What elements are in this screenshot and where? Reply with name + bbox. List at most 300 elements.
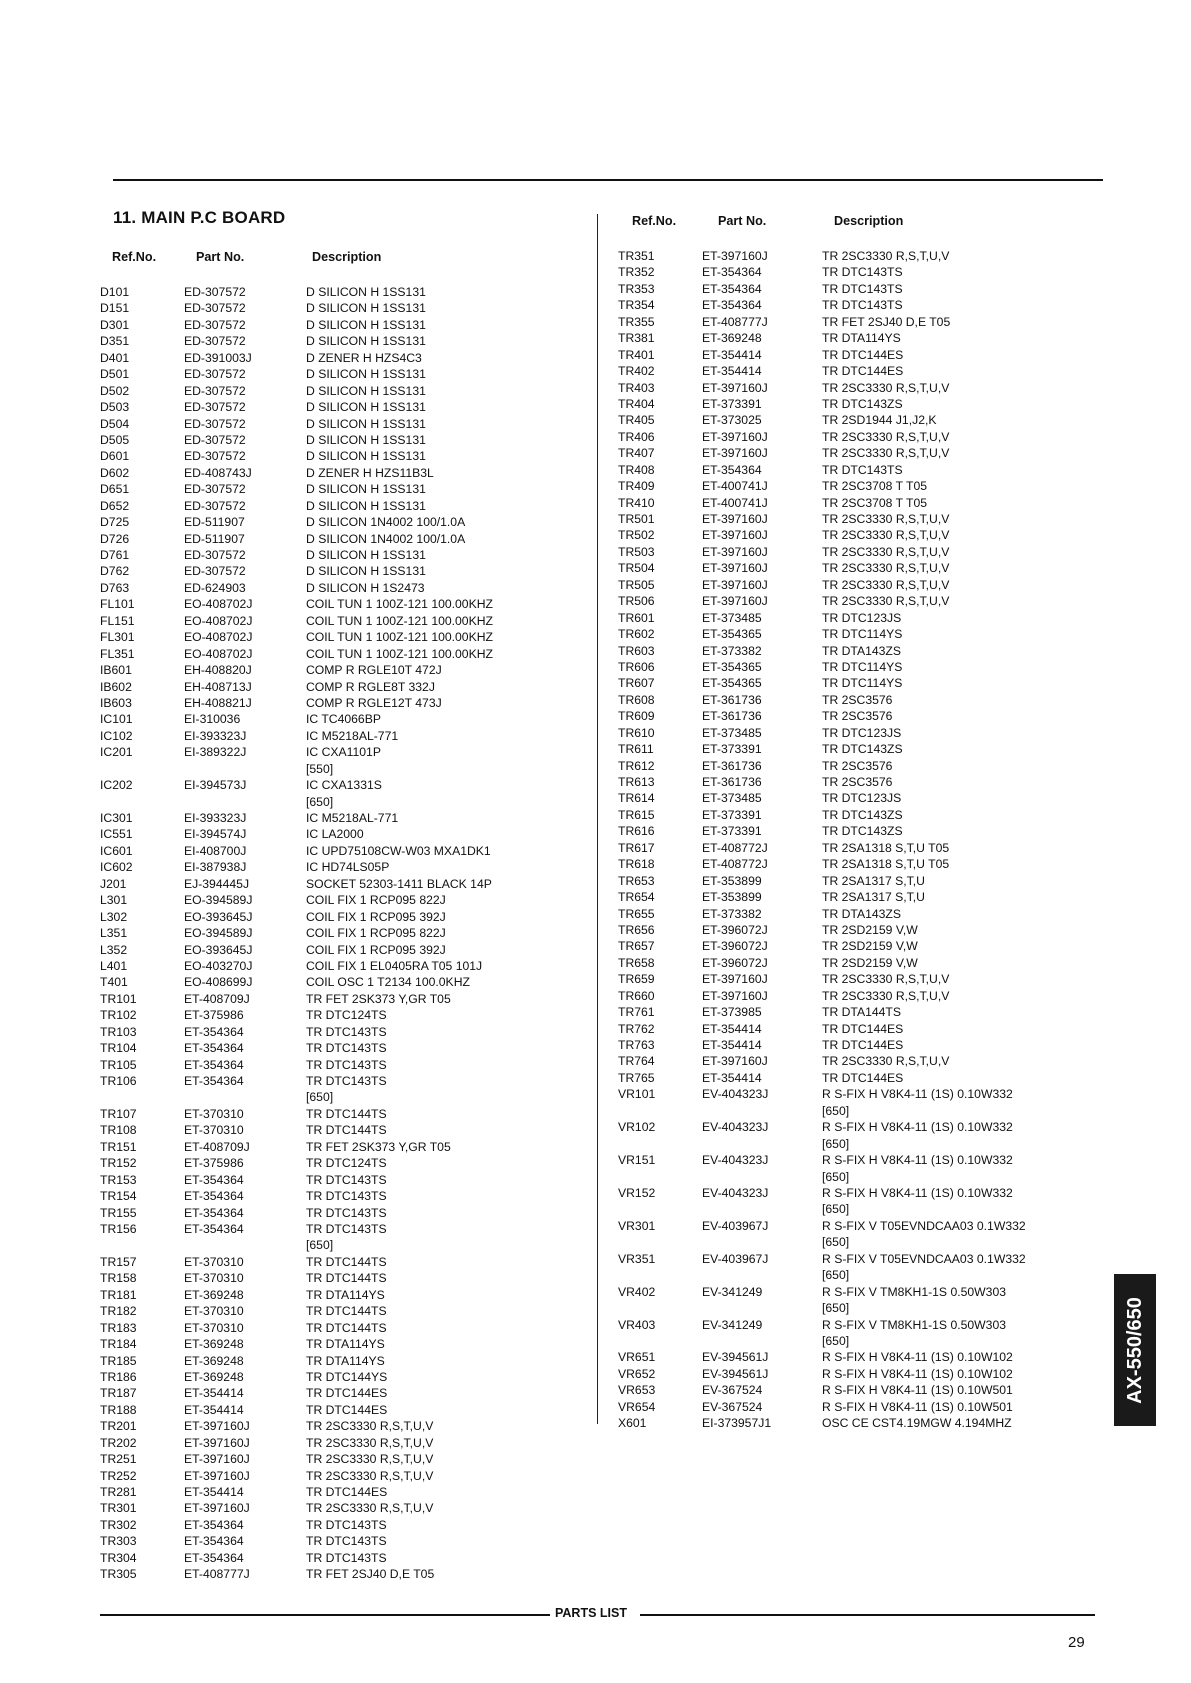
part-cell: EI-310036 <box>184 712 241 727</box>
part-cell: EV-341249 <box>702 1284 763 1299</box>
model-note: [650] <box>822 1202 850 1217</box>
table-row <box>100 711 540 727</box>
part-cell: ET-369248 <box>184 1337 244 1352</box>
desc-cell: R S-FIX H V8K4-11 (1S) 0.10W332 <box>822 1120 1013 1135</box>
desc-cell: TR DTA143ZS <box>822 906 902 921</box>
ref-cell: L301 <box>100 893 128 908</box>
table-row <box>618 527 1068 543</box>
table-row <box>100 613 540 629</box>
part-cell: ET-354414 <box>702 347 762 362</box>
part-cell: ET-397160J <box>702 544 768 559</box>
ref-cell: TR506 <box>618 594 655 609</box>
part-cell: ET-397160J <box>702 380 768 395</box>
table-row <box>100 1073 540 1106</box>
part-cell: EV-367524 <box>702 1383 763 1398</box>
desc-cell: TR DTC144ES <box>822 347 904 362</box>
table-row <box>618 1119 1068 1152</box>
part-cell: EI-408700J <box>184 843 247 858</box>
ref-cell: D762 <box>100 564 130 579</box>
ref-cell: TR505 <box>618 577 655 592</box>
desc-cell: D SILICON H 1SS131 <box>306 334 426 349</box>
table-row <box>100 942 540 958</box>
desc-cell: TR 2SD2159 V,W <box>822 939 918 954</box>
table-row <box>100 399 540 415</box>
table-row <box>100 1468 540 1484</box>
desc-cell: TR DTC143TS <box>306 1534 387 1549</box>
ref-cell: TR616 <box>618 824 655 839</box>
part-cell: EV-404323J <box>702 1087 769 1102</box>
part-cell: ET-397160J <box>702 249 768 263</box>
ref-cell: TR202 <box>100 1435 137 1450</box>
model-note: [650] <box>822 1268 850 1283</box>
table-row <box>618 741 1068 757</box>
desc-cell: IC HD74LS05P <box>306 860 390 875</box>
part-cell: EO-393645J <box>184 942 253 957</box>
ref-cell: TR181 <box>100 1287 137 1302</box>
table-row <box>100 1205 540 1221</box>
desc-cell: TR 2SC3576 <box>822 775 893 789</box>
part-cell: ET-354364 <box>184 1550 244 1565</box>
ref-cell: IC602 <box>100 860 133 875</box>
part-cell: EI-393323J <box>184 811 247 826</box>
ref-cell: TR186 <box>100 1369 137 1384</box>
ref-cell: TR606 <box>618 659 655 674</box>
ref-cell: TR764 <box>618 1054 655 1069</box>
model-note: [650] <box>306 794 334 809</box>
part-cell: ET-354414 <box>184 1386 244 1401</box>
desc-cell: TR DTC143ZS <box>822 742 903 757</box>
table-row <box>100 366 540 382</box>
table-row <box>100 1320 540 1336</box>
section-title: 11. MAIN P.C BOARD <box>113 208 286 227</box>
part-cell: ET-397160J <box>702 512 768 526</box>
part-cell: ET-396072J <box>702 939 768 954</box>
desc-cell: TR 2SC3330 R,S,T,U,V <box>306 1419 434 1434</box>
table-row <box>618 1004 1068 1020</box>
part-cell: ET-369248 <box>184 1353 244 1368</box>
part-cell: ET-375986 <box>184 1156 244 1171</box>
table-row <box>618 1399 1068 1415</box>
part-cell: EV-404323J <box>702 1120 769 1135</box>
desc-cell: TR DTC144ES <box>306 1402 388 1417</box>
desc-cell: TR 2SC3330 R,S,T,U,V <box>822 577 950 592</box>
table-row <box>618 725 1068 741</box>
table-row <box>100 498 540 514</box>
desc-cell: TR DTC143TS <box>306 1517 387 1532</box>
desc-cell: TR DTC144TS <box>306 1123 387 1138</box>
table-row <box>618 495 1068 511</box>
part-cell: ED-307572 <box>184 432 246 447</box>
part-cell: ET-354364 <box>702 462 762 477</box>
desc-cell: IC LA2000 <box>306 827 364 842</box>
desc-cell: COIL FIX 1 EL0405RA T05 101J <box>306 958 483 973</box>
table-row <box>100 1057 540 1073</box>
part-cell: ET-397160J <box>702 1054 768 1069</box>
ref-cell: D501 <box>100 367 130 382</box>
table-row <box>100 1139 540 1155</box>
table-row <box>618 922 1068 938</box>
part-cell: ET-361736 <box>702 709 762 724</box>
ref-cell: L352 <box>100 942 128 957</box>
part-cell: ET-370310 <box>184 1320 244 1335</box>
ref-cell: TR188 <box>100 1402 137 1417</box>
table-row <box>100 1435 540 1451</box>
ref-cell: D761 <box>100 548 130 562</box>
desc-cell: TR 2SC3330 R,S,T,U,V <box>822 249 950 263</box>
desc-cell: TR DTC143TS <box>306 1189 387 1204</box>
part-cell: ET-375986 <box>184 1008 244 1023</box>
ref-cell: TR303 <box>100 1534 137 1549</box>
ref-cell: TR252 <box>100 1468 137 1483</box>
table-row <box>618 1185 1068 1218</box>
ref-cell: L302 <box>100 909 128 924</box>
ref-cell: TR762 <box>618 1021 655 1036</box>
part-cell: ET-373382 <box>702 906 762 921</box>
table-row <box>618 1218 1068 1251</box>
part-cell: ET-396072J <box>702 922 768 937</box>
desc-cell: COMP R RGLE12T 473J <box>306 695 442 710</box>
part-cell: ED-307572 <box>184 482 246 497</box>
table-row <box>618 1366 1068 1382</box>
desc-cell: TR 2SC3330 R,S,T,U,V <box>306 1468 434 1483</box>
ref-cell: FL151 <box>100 613 135 628</box>
desc-cell: TR DTA114YS <box>306 1353 385 1368</box>
table-row <box>100 1172 540 1188</box>
ref-cell: TR183 <box>100 1320 137 1335</box>
desc-cell: TR DTC123JS <box>822 610 902 625</box>
desc-cell: TR DTC143TS <box>306 1057 387 1072</box>
part-cell: ET-370310 <box>184 1271 244 1286</box>
part-cell: ED-511907 <box>184 531 245 546</box>
desc-cell: D SILICON H 1SS131 <box>306 432 426 447</box>
table-row <box>100 991 540 1007</box>
desc-cell: TR DTC123JS <box>822 791 902 806</box>
table-row <box>100 465 540 481</box>
ref-cell: X601 <box>618 1416 647 1431</box>
part-cell: ET-354365 <box>702 659 762 674</box>
ref-cell: TR301 <box>100 1501 137 1516</box>
table-row <box>618 478 1068 494</box>
table-row <box>618 774 1068 790</box>
table-row <box>618 675 1068 691</box>
part-cell: ED-307572 <box>184 367 246 382</box>
ref-cell: VR403 <box>618 1317 656 1332</box>
part-cell: EO-393645J <box>184 909 253 924</box>
part-cell: EO-408699J <box>184 975 253 990</box>
part-cell: ET-354364 <box>702 298 762 313</box>
desc-cell: TR DTC143TS <box>306 1074 387 1089</box>
part-cell: ET-361736 <box>702 775 762 789</box>
desc-cell: D SILICON H 1SS131 <box>306 416 426 431</box>
table-row <box>100 1024 540 1040</box>
desc-cell: TR 2SA1317 S,T,U <box>822 890 925 905</box>
ref-cell: TR355 <box>618 314 655 329</box>
ref-cell: D503 <box>100 400 130 415</box>
desc-cell: TR 2SC3576 <box>822 692 893 707</box>
desc-cell: TR DTC144YS <box>306 1369 388 1384</box>
ref-cell: TR107 <box>100 1106 137 1121</box>
part-cell: ET-370310 <box>184 1304 244 1319</box>
desc-cell: TR 2SC3330 R,S,T,U,V <box>822 528 950 543</box>
part-cell: ET-408772J <box>702 857 768 872</box>
model-note: [650] <box>822 1301 850 1316</box>
part-cell: ET-397160J <box>702 594 768 609</box>
table-row <box>100 958 540 974</box>
part-cell: EV-403967J <box>702 1251 769 1266</box>
ref-cell: TR354 <box>618 298 655 313</box>
model-label: AX-550/650 <box>1123 1296 1146 1404</box>
part-cell: ET-408709J <box>184 1139 250 1154</box>
part-cell: EO-408702J <box>184 630 253 645</box>
table-row <box>100 662 540 678</box>
part-cell: ET-354364 <box>702 265 762 280</box>
desc-cell: TR FET 2SK373 Y,GR T05 <box>306 991 451 1006</box>
ref-cell: TR106 <box>100 1074 137 1089</box>
part-cell: EV-341249 <box>702 1317 763 1332</box>
desc-cell: TR 2SA1318 S,T,U T05 <box>822 840 950 855</box>
table-row <box>618 281 1068 297</box>
parts-table-left <box>100 250 540 1583</box>
ref-cell: TR104 <box>100 1041 137 1056</box>
ref-cell: TR615 <box>618 807 655 822</box>
desc-cell: COMP R RGLE8T 332J <box>306 679 435 694</box>
ref-cell: TR654 <box>618 890 655 905</box>
desc-cell: TR DTC124TS <box>306 1008 387 1023</box>
part-cell: ET-354365 <box>702 627 762 642</box>
page-number: 29 <box>1068 1634 1085 1651</box>
ref-cell: IC301 <box>100 811 133 826</box>
table-row <box>100 728 540 744</box>
ref-cell: VR152 <box>618 1185 656 1200</box>
table-row <box>618 347 1068 363</box>
ref-cell: L401 <box>100 958 128 973</box>
ref-cell: TR157 <box>100 1254 137 1269</box>
table-row <box>618 363 1068 379</box>
part-cell: ED-307572 <box>184 449 246 464</box>
table-row <box>100 563 540 579</box>
ref-cell: IC101 <box>100 712 133 727</box>
table-row <box>100 843 540 859</box>
part-cell: EO-394589J <box>184 893 253 908</box>
desc-cell: D SILICON H 1SS131 <box>306 498 426 513</box>
desc-cell: COIL FIX 1 RCP095 822J <box>306 893 446 908</box>
ref-cell: VR102 <box>618 1120 656 1135</box>
ref-cell: IC551 <box>100 827 133 842</box>
part-cell: ET-408777J <box>702 314 768 329</box>
table-row <box>100 547 540 563</box>
table-row <box>618 314 1068 330</box>
desc-cell: TR DTC143TS <box>306 1172 387 1187</box>
desc-cell: SOCKET 52303-1411 BLACK 14P <box>306 876 492 891</box>
desc-cell: TR DTC144TS <box>306 1254 387 1269</box>
table-row <box>618 412 1068 428</box>
desc-cell: D SILICON H 1SS131 <box>306 449 426 464</box>
desc-cell: TR DTC144ES <box>822 1021 904 1036</box>
table-row <box>100 646 540 662</box>
desc-cell: TR DTC143TS <box>306 1041 387 1056</box>
part-cell: ET-397160J <box>184 1468 250 1483</box>
desc-cell: TR 2SC3330 R,S,T,U,V <box>306 1501 434 1516</box>
table-row <box>618 971 1068 987</box>
table-row <box>100 514 540 530</box>
desc-cell: TR DTC143TS <box>822 298 903 313</box>
ref-cell: TR304 <box>100 1550 137 1565</box>
ref-cell: VR651 <box>618 1350 656 1365</box>
ref-cell: TR503 <box>618 544 655 559</box>
desc-cell: COIL TUN 1 100Z-121 100.00KHZ <box>306 597 493 612</box>
ref-cell: TR502 <box>618 528 655 543</box>
ref-cell: IC601 <box>100 843 133 858</box>
ref-cell: VR151 <box>618 1153 656 1168</box>
table-row <box>100 826 540 842</box>
desc-cell: D SILICON H 1S2473 <box>306 580 425 595</box>
desc-cell: TR FET 2SK373 Y,GR T05 <box>306 1139 451 1154</box>
desc-cell: D SILICON H 1SS131 <box>306 301 426 316</box>
part-cell: ET-354364 <box>702 281 762 296</box>
left-rows <box>100 284 540 1583</box>
ref-cell: TR610 <box>618 725 655 740</box>
ref-cell: D351 <box>100 334 130 349</box>
part-cell: ET-354414 <box>184 1402 244 1417</box>
ref-cell: TR154 <box>100 1189 137 1204</box>
table-row <box>100 531 540 547</box>
ref-cell: TR152 <box>100 1156 137 1171</box>
table-row <box>100 1500 540 1516</box>
table-row <box>100 350 540 366</box>
part-cell: ET-373025 <box>702 413 762 428</box>
ref-cell: TR184 <box>100 1337 137 1352</box>
part-cell: ET-369248 <box>184 1369 244 1384</box>
table-row <box>100 1106 540 1122</box>
part-cell: ET-354414 <box>702 1021 762 1036</box>
ref-cell: VR351 <box>618 1251 656 1266</box>
desc-cell: TR 2SC3330 R,S,T,U,V <box>306 1452 434 1467</box>
table-row <box>618 1317 1068 1350</box>
desc-cell: R S-FIX V TM8KH1-1S 0.50W303 <box>822 1284 1007 1299</box>
desc-cell: R S-FIX V T05EVNDCAA03 0.1W332 <box>822 1218 1026 1233</box>
table-row <box>618 873 1068 889</box>
table-row <box>618 1152 1068 1185</box>
desc-cell: R S-FIX H V8K4-11 (1S) 0.10W102 <box>822 1366 1013 1381</box>
desc-cell: TR 2SD2159 V,W <box>822 955 918 970</box>
desc-cell: TR DTC144ES <box>306 1386 388 1401</box>
table-row <box>618 610 1068 626</box>
ref-cell: TR611 <box>618 742 654 757</box>
desc-cell: D ZENER H HZS11B3L <box>306 465 434 480</box>
desc-cell: COIL FIX 1 RCP095 822J <box>306 926 446 941</box>
ref-cell: IC201 <box>100 745 133 760</box>
ref-cell: TR765 <box>618 1070 655 1085</box>
table-row <box>618 330 1068 346</box>
desc-cell: D SILICON H 1SS131 <box>306 400 426 415</box>
table-row <box>618 807 1068 823</box>
desc-cell: COIL FIX 1 RCP095 392J <box>306 909 446 924</box>
desc-cell: TR DTC143TS <box>306 1550 387 1565</box>
model-note: [650] <box>822 1235 850 1250</box>
desc-cell: TR 2SC3330 R,S,T,U,V <box>822 972 950 987</box>
table-row <box>618 823 1068 839</box>
desc-cell: TR 2SD1944 J1,J2,K <box>822 413 937 428</box>
ref-cell: TR102 <box>100 1008 137 1023</box>
desc-cell: D SILICON H 1SS131 <box>306 367 426 382</box>
part-cell: ET-354364 <box>184 1221 244 1236</box>
desc-cell: R S-FIX H V8K4-11 (1S) 0.10W501 <box>822 1399 1013 1414</box>
ref-cell: VR654 <box>618 1399 656 1414</box>
ref-cell: TR612 <box>618 758 655 773</box>
desc-cell: TR DTA114YS <box>822 331 901 346</box>
header-ref: Ref.No. <box>632 214 677 228</box>
part-cell: EI-387938J <box>184 860 247 875</box>
table-row <box>618 248 1068 264</box>
ref-cell: VR652 <box>618 1366 656 1381</box>
ref-cell: D652 <box>100 498 130 513</box>
desc-cell: D SILICON H 1SS131 <box>306 285 426 299</box>
desc-cell: COIL TUN 1 100Z-121 100.00KHZ <box>306 630 493 645</box>
desc-cell: TR 2SC3708 T T05 <box>822 495 928 510</box>
ref-cell: IB603 <box>100 695 132 710</box>
ref-cell: TR401 <box>618 347 655 362</box>
part-cell: ET-373391 <box>702 824 762 839</box>
ref-cell: L351 <box>100 926 128 941</box>
ref-cell: TR407 <box>618 446 655 461</box>
table-row <box>618 988 1068 1004</box>
table-row <box>100 876 540 892</box>
desc-cell: TR DTC143TS <box>822 462 903 477</box>
table-row <box>100 1221 540 1254</box>
header-desc: Description <box>312 250 382 264</box>
desc-cell: OSC CE CST4.19MGW 4.194MHZ <box>822 1416 1012 1431</box>
table-row <box>618 1349 1068 1365</box>
footer-label: PARTS LIST <box>555 1606 627 1620</box>
part-cell: EI-394574J <box>184 827 247 842</box>
part-cell: ET-354364 <box>184 1074 244 1089</box>
part-cell: EI-393323J <box>184 728 247 743</box>
ref-cell: TR353 <box>618 281 655 296</box>
desc-cell: TR DTC114YS <box>822 676 903 691</box>
model-note: [650] <box>822 1136 850 1151</box>
table-row <box>100 1550 540 1566</box>
part-cell: ET-397160J <box>184 1452 250 1467</box>
header-part: Part No. <box>196 250 245 264</box>
desc-cell: TR 2SC3330 R,S,T,U,V <box>822 544 950 559</box>
ref-cell: D151 <box>100 301 130 316</box>
ref-cell: TR158 <box>100 1271 137 1286</box>
desc-cell: D ZENER H HZS4C3 <box>306 350 422 365</box>
part-cell: ET-354365 <box>702 676 762 691</box>
part-cell: ED-307572 <box>184 285 246 299</box>
part-cell: EO-403270J <box>184 958 253 973</box>
desc-cell: TR DTC144ES <box>822 1070 904 1085</box>
desc-cell: TR FET 2SJ40 D,E T05 <box>306 1567 435 1582</box>
part-cell: ET-396072J <box>702 955 768 970</box>
part-cell: ED-307572 <box>184 416 246 431</box>
desc-cell: D SILICON H 1SS131 <box>306 383 426 398</box>
part-cell: ET-397160J <box>702 429 768 444</box>
ref-cell: TR187 <box>100 1386 137 1401</box>
table-row <box>618 429 1068 445</box>
table-row <box>100 1533 540 1549</box>
table-row <box>100 1303 540 1319</box>
ref-cell: TR251 <box>100 1452 137 1467</box>
ref-cell: TR155 <box>100 1205 137 1220</box>
part-cell: ET-369248 <box>184 1287 244 1302</box>
part-cell: ED-307572 <box>184 317 246 332</box>
desc-cell: COIL OSC 1 T2134 100.0KHZ <box>306 975 470 990</box>
part-cell: ET-397160J <box>184 1419 250 1434</box>
desc-cell: IC M5218AL-771 <box>306 728 399 743</box>
table-row <box>618 790 1068 806</box>
part-cell: ET-397160J <box>184 1435 250 1450</box>
